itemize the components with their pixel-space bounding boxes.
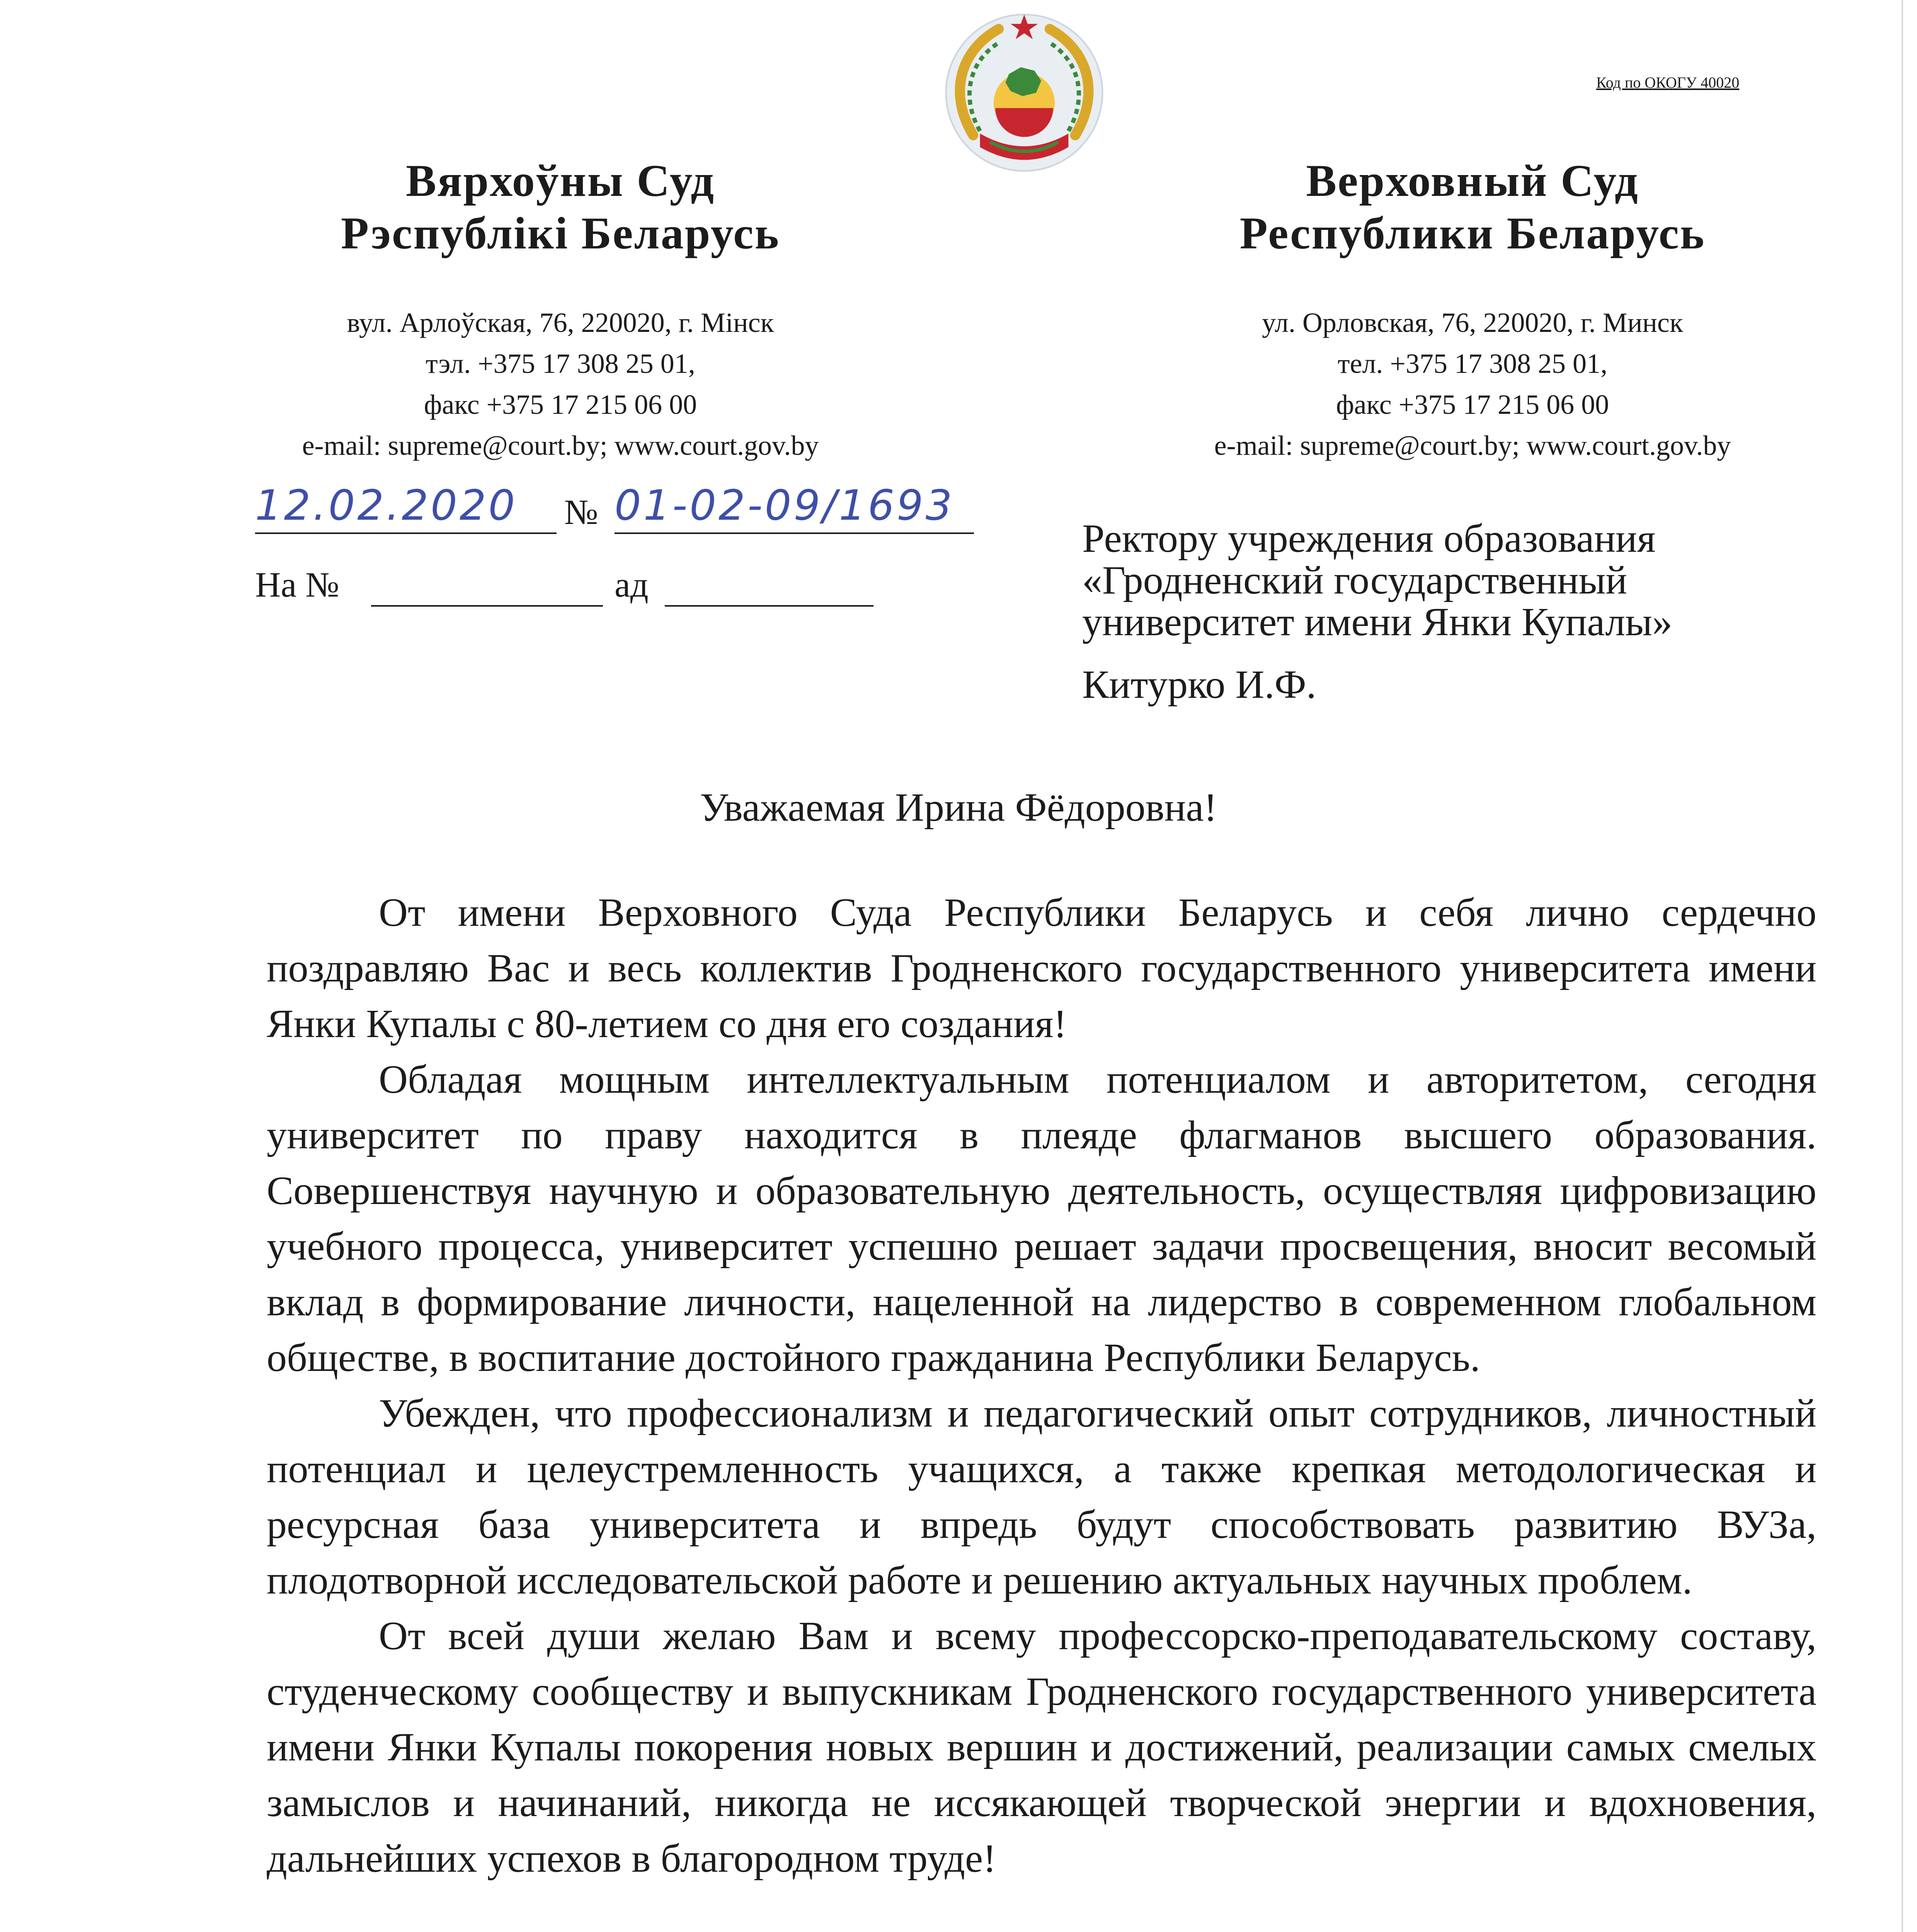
state-emblem: [939, 8, 1109, 178]
court-name-line2: Республики Беларусь: [1239, 208, 1706, 259]
okogu-code: Код по ОКОГУ 40020: [1596, 74, 1740, 91]
addressee-block: [1082, 518, 1817, 706]
letterhead-belarusian: [255, 155, 866, 466]
reference-row: [255, 564, 912, 614]
scan-edge-mark: [1902, 0, 1903, 1932]
salutation: Уважаемая Ирина Фёдоровна!: [700, 785, 1217, 830]
court-web: e-mail: supreme@court.by; www.court.gov.by: [1214, 430, 1731, 461]
reference-date-label: ад: [615, 565, 649, 604]
handwritten-date: 12.02.2020: [255, 481, 518, 530]
body-paragraph: Убежден, что профессионализм и педагогический опыт сотрудников, личностный потенциал и целеустремленность учащихся, а также крепкая методологическая и ресурсная база университета и впредь будут способствовать развитию ВУЗа, плодотворной исследовательской работе и решению актуальных научных проблем.: [267, 1391, 1817, 1602]
outgoing-registration: [255, 483, 989, 541]
court-fax: факс +375 17 215 06 00: [1336, 389, 1609, 420]
reference-number-label: На №: [255, 565, 340, 604]
number-underline: [615, 532, 974, 534]
court-address: вул. Арлоўская, 76, 220020, г. Мінск: [347, 307, 774, 338]
court-phone: тэл. +375 17 308 25 01,: [426, 348, 695, 379]
reference-date-line: [665, 605, 873, 607]
reference-number-line: [371, 605, 603, 607]
court-address: ул. Орловская, 76, 220020, г. Минск: [1262, 307, 1683, 338]
number-label: №: [564, 492, 598, 532]
body-paragraph: От всей души желаю Вам и всему профессорско-преподавательскому составу, студенческому сообществу и выпускникам Гродненского государственного университета имени Янки Купалы покорения новых вершин и достижений, реализации самых смелых замыслов и начинаний, никогда не иссякающей творческой энергии и вдохновения, дальнейших успехов в благородном труде!: [267, 1614, 1817, 1881]
body-paragraph: Обладая мощным интеллектуальным потенциалом и авторитетом, сегодня университет по праву находится в плеяде флагманов высшего образования. Совершенствуя научную и образовательную деятельность, осуществляя цифровизацию учебного процесса, университет успешно решает задачи просвещения, вносит весомый вклад в формирование личности, нацеленной на лидерство в современном глобальном обществе, в воспитание достойного гражданина Республики Беларусь.: [267, 1057, 1817, 1380]
letter-body: [267, 885, 1817, 1886]
body-paragraph: От имени Верховного Суда Республики Беларусь и себя лично сердечно поздравляю Вас и весь коллектив Гродненского государственного университета имени Янки Купалы с 80-летием со дня его создания!: [267, 890, 1817, 1046]
letterhead-russian: [1167, 155, 1778, 466]
addressee-line2: «Гродненский государственный: [1082, 558, 1628, 602]
court-fax: факс +375 17 215 06 00: [424, 389, 697, 420]
addressee-line1: Ректору учреждения образования: [1082, 516, 1656, 561]
court-phone: тел. +375 17 308 25 01,: [1338, 348, 1607, 379]
handwritten-number: 01-02-09/1693: [615, 481, 955, 530]
court-web: e-mail: supreme@court.by; www.court.gov.by: [302, 430, 819, 461]
addressee-name: Китурко И.Ф.: [1082, 662, 1316, 707]
court-name-line1: Вярхоўны Суд: [406, 155, 715, 206]
court-name-line2: Рэспублікі Беларусь: [341, 208, 780, 259]
date-underline: [255, 532, 557, 534]
court-name-line1: Верховный Суд: [1306, 155, 1639, 206]
addressee-line3: университет имени Янки Купалы»: [1082, 600, 1673, 644]
